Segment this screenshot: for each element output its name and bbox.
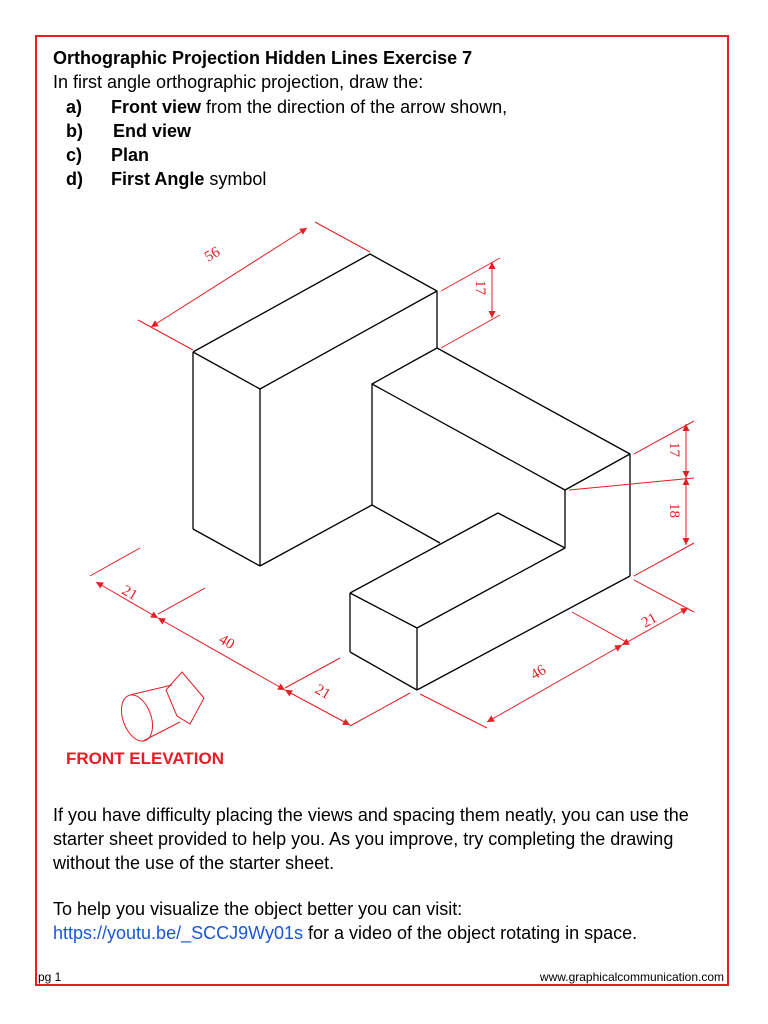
object-outline bbox=[193, 254, 630, 690]
task-letter: c) bbox=[66, 145, 83, 165]
video-link[interactable]: https://youtu.be/_SCCJ9Wy01s bbox=[53, 923, 303, 943]
task-letter: b) bbox=[66, 121, 83, 141]
task-bold: First Angle bbox=[111, 169, 205, 189]
dim-side-right-width: 21 bbox=[639, 610, 660, 632]
video-intro-text: To help you visualize the object better you can visit: bbox=[53, 899, 463, 919]
video-paragraph bbox=[53, 897, 693, 945]
footer-website: www.graphicalcommunication.com bbox=[539, 970, 724, 984]
task-bold: Front view bbox=[111, 97, 202, 117]
task-rest: from the direction of the arrow shown, bbox=[201, 97, 508, 117]
task-letter: d) bbox=[66, 169, 83, 189]
intro-text: In first angle orthographic projection, draw the: bbox=[53, 72, 424, 92]
dim-front-left-width: 21 bbox=[119, 582, 140, 604]
front-elevation-label: FRONT ELEVATION bbox=[66, 749, 225, 768]
dimension-lines bbox=[90, 222, 694, 728]
dim-top-length: 56 bbox=[202, 244, 223, 266]
dim-side-depth: 46 bbox=[528, 662, 549, 684]
task-bold: Plan bbox=[111, 145, 150, 165]
task-bold: End view bbox=[113, 121, 192, 141]
dim-front-middle-width: 40 bbox=[216, 631, 237, 653]
video-suffix-text: for a video of the object rotating in space. bbox=[302, 923, 638, 943]
page-number: pg 1 bbox=[38, 970, 62, 984]
task-letter: a) bbox=[66, 97, 83, 117]
view-direction-arrow-icon bbox=[116, 672, 204, 745]
dim-right-lower-height: 18 bbox=[666, 503, 682, 518]
dim-right-upper-height: 17 bbox=[666, 442, 682, 457]
dimension-labels bbox=[119, 244, 682, 703]
dim-front-right-width: 21 bbox=[312, 681, 333, 703]
guidance-paragraph: If you have difficulty placing the views and spacing them neatly, you can use the starter sheet provided to help you. As you improve, try completing the drawing without the use of the starter sheet. bbox=[53, 805, 689, 873]
dim-top-height: 17 bbox=[472, 280, 488, 295]
task-rest: symbol bbox=[204, 169, 267, 189]
exercise-title: Orthographic Projection Hidden Lines Exercise 7 bbox=[53, 48, 473, 68]
